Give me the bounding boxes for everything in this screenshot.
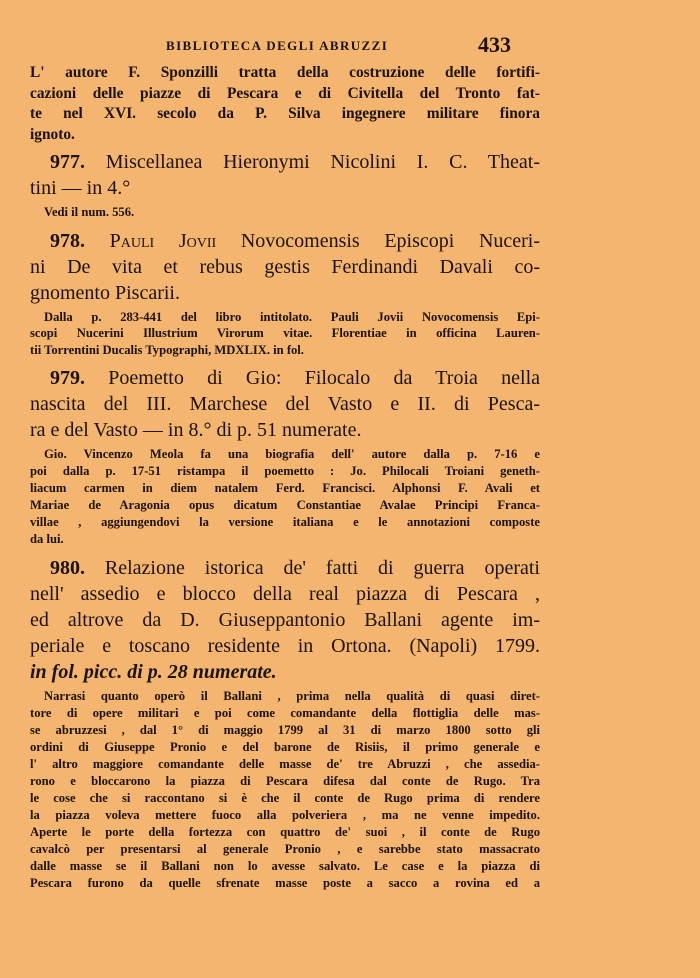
entry-978 [30,228,540,306]
entry-number: 980. [50,557,85,579]
note-line: tii Torrentini Ducalis Typographi, MDXLIX. in fol. [30,342,304,357]
note-line: Narrasi quanto operò il Ballani , prima nella qualità di quasi diret- [44,689,540,703]
entry-978-note [30,309,540,359]
note-line: se abruzzesi , dal 1° di maggio 1799 al 31 di marzo 1800 sotto gli [30,723,540,737]
entry-979 [30,365,540,443]
entry-author: Pauli Jovii [109,229,217,252]
entry-line [30,365,540,391]
entry-line: in fol. picc. di p. 28 numerate. [30,661,277,683]
note-line: Dalla p. 283-441 del libro intitolato. Pauli Jovii Novocomensis Epi- [44,309,540,324]
text-line: ignoto. [30,125,75,143]
page-header [0,32,700,60]
note-line: la piazza voleva mettere fuoco alla polveriera , ma ne venne impedito. [30,808,540,822]
note-line: da lui. [30,532,64,546]
entry-980-note [30,688,540,892]
note-line: villae , aggiungendovi la versione italiana e le annotazioni composte [30,515,540,529]
text-line: te nel XVI. secolo da P. Silva ingegnere militare finora [30,105,540,122]
page-body [30,63,540,899]
note-line: Pescara furono da quelle sfrenate masse poste a sacco a rovina ed a [30,876,540,890]
entry-line: ed altrove da D. Giuseppantonio Ballani agente im- [30,609,540,631]
note-line: liacum carmen in diem natalem Ferd. Francisci. Alphonsi F. Avali et [30,481,540,495]
text-line: L' autore F. Sponzilli tratta della costruzione delle fortifi- [30,64,540,81]
page-number: 433 [478,32,511,57]
note-line: ordini di Giuseppe Pronio e del barone de Risiis, il primo generale e [30,740,540,754]
entry-line: ni De vita et rebus gestis Ferdinandi Davali co- [30,255,540,278]
entry-number: 979. [50,367,85,389]
note-line: l' altro maggiore comandante delle masse de' tre Abruzzi , che assedia- [30,757,540,771]
entry-line: nascita del III. Marchese del Vasto e II. di Pesca- [30,393,540,415]
note-line: Vedi il num. 556. [44,205,135,219]
note-line: poi dalla p. 17-51 ristampa il poemetto : Jo. Philocali Troiani geneth- [30,464,540,478]
intro-paragraph [30,63,540,145]
entry-title-part: Novocomensis Episcopi Nuceri- [240,229,541,252]
entry-977 [30,149,540,201]
note-line: Gio. Vincenzo Meola fa una biografia dell' autore dalla p. 7-16 e [44,447,540,461]
note-line: Mariae de Aragonia opus dicatum Constantiae Avalae Principi Franca- [30,498,540,512]
note-line: le cose che si raccontano si è che il conte de Rugo prima di rendere [30,791,540,805]
note-line: scopi Nucerini Illustrium Virorum vitae. Florentiae in officina Lauren- [30,326,540,340]
entry-line [30,555,540,581]
text-line: cazioni delle piazze di Pescara e di Civitella del Tronto fat- [30,84,540,102]
entry-number: 978. [50,229,85,252]
entry-title-part: Poemetto di Gio: Filocalo da Troia nella [108,367,541,389]
entry-line: nell' assedio e blocco della real piazza di Pescara , [30,583,540,605]
entry-title-part: Relazione istorica de' fatti di guerra operati [104,557,540,579]
entry-980 [30,555,540,685]
entry-977-note [30,204,540,221]
entry-line: tini — in 4.° [30,177,131,199]
entry-979-note [30,446,540,548]
entry-line: ra e del Vasto — in 8.° di p. 51 numerate. [30,419,362,441]
note-line: Aperte le porte della fortezza con quattro de' suoi , il conte de Rugo [30,825,540,839]
note-line: cavalcò per presentarsi al generale Pronio , e sarebbe stato massacrato [30,842,540,856]
running-title: BIBLIOTECA DEGLI ABRUZZI [166,38,389,53]
note-line: rono e bloccarono la piazza di Pescara difesa dal conte de Rugo. Tra [30,774,540,788]
entry-line: gnomento Piscarii. [30,281,180,304]
entry-line [30,228,540,254]
entry-title-part: Miscellanea Hieronymi Nicolini I. C. Theat- [105,151,540,173]
entry-number: 977. [50,151,85,173]
entry-line: periale e toscano residente in Ortona. (Napoli) 1799. [30,635,540,657]
entry-line [30,149,540,175]
note-line: dalle masse se il Ballani non lo avesse salvato. Le case e la piazza di [30,859,540,873]
note-line: tore di opere militari e poi come comandante della flottiglia delle mas- [30,706,540,720]
